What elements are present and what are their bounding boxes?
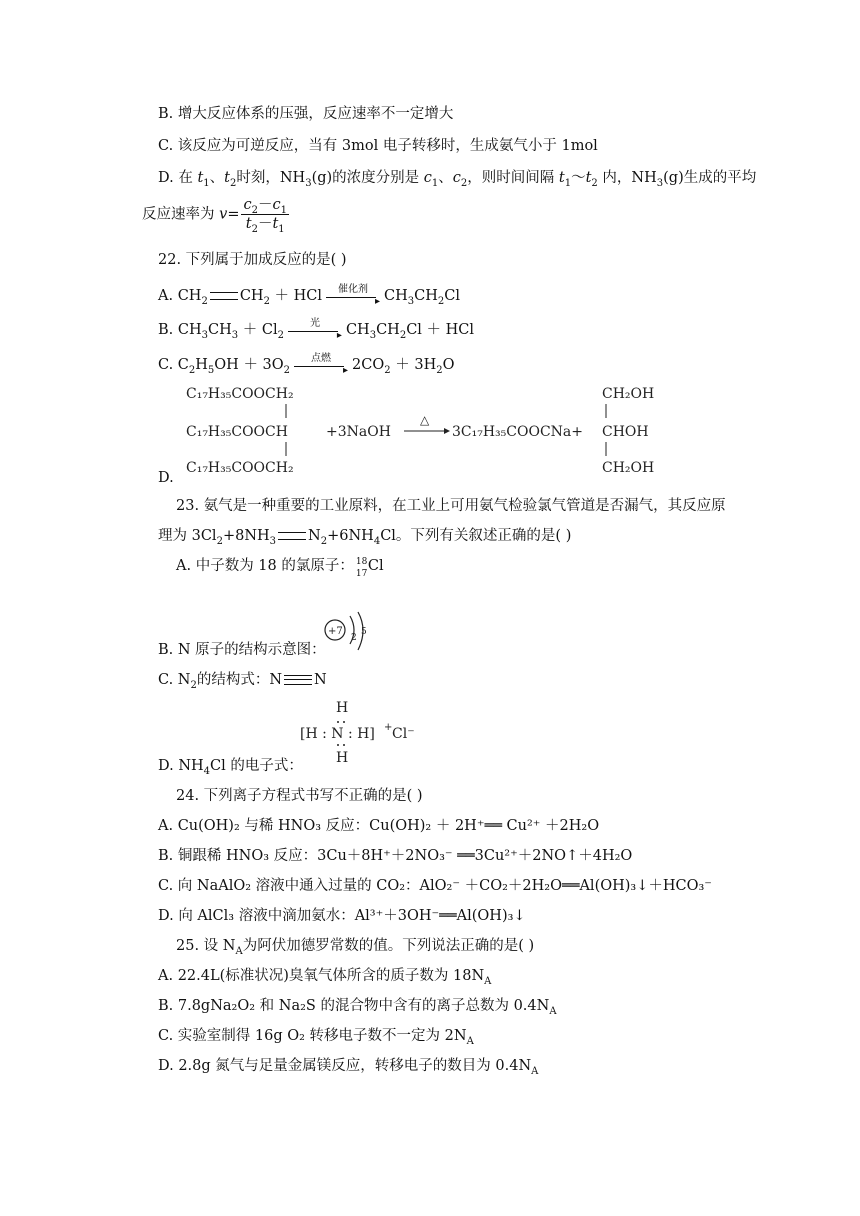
q24-stem: 24. 下列离子方程式书写不正确的是( ) (176, 788, 423, 804)
triglyceride-line-2: C₁₇H₃₅COOCH (186, 424, 288, 440)
glycerol-line-3: CH₂OH (602, 460, 655, 476)
q21-option-d: D. 在 $t_1$、$t_2$时刻，$NH_3(g)$的浓度分别是 $c_1$、$c_2$，则时间间隔 $t_1\sim t_2$ 内，$NH_3(g)$生成的平均 (158, 170, 757, 189)
q23-stem-line-2: 理为 $3Cl_2+8NH_3$ $N_2+6NH_4Cl$。下列有关叙述正确的是( ) (158, 528, 572, 547)
nitrogen-atom-diagram (322, 610, 372, 660)
q23-option-a: A. 中子数为 18 的氯原子： 18 17 Cl (176, 556, 384, 576)
q21-option-d-rate: 反应速率为 v= $\frac{c_2-c_1}{t_2-t_1}$ (142, 197, 287, 235)
q25-option-a: A. 22.4L(标准状况)臭氧气体所含的质子数为 $18N_A$ (158, 968, 492, 987)
q21-option-b: B. 增大反应体系的压强，反应速率不一定增大 (158, 106, 454, 122)
soap-product: 3C₁₇H₃₅COOCNa+ (452, 424, 583, 440)
saponification-equation (186, 380, 686, 480)
q22-stem: 22. 下列属于加成反应的是( ) (158, 252, 347, 268)
q25-option-d: D. 2.8g 氮气与足量金属镁反应，转移电子的数目为 $0.4N_A$ (158, 1058, 539, 1077)
q22-option-c: C. $C_2H_5OH + 3O_2$ 点燃 ▸ $2CO_2 + 3H_2O$ (158, 353, 455, 376)
shell-1-electrons: 2 (351, 633, 357, 643)
rate-fraction: $\frac{c_2-c_1}{t_2-t_1}$ (243, 197, 287, 235)
lewis-h-bottom: H (336, 750, 349, 766)
lewis-h-top: H (336, 700, 349, 716)
q23-option-d: D. $NH_4Cl$ 的电子式： (158, 758, 303, 777)
chloride-anion: Cl⁻ (392, 726, 415, 742)
q23-option-c: C. $N_2$的结构式：N N (158, 672, 327, 691)
q24-option-d: D. 向 AlCl₃ 溶液中滴加氨水：Al³⁺＋3OH⁻══Al(OH)₃↓ (158, 908, 526, 924)
q22-option-a: A. $CH_2$ $CH_2$ ＋ HCl 催化剂 ▸ $CH_3CH_2Cl$ (158, 284, 461, 307)
q24-option-b: B. 铜跟稀 HNO₃ 反应：3Cu＋8H⁺＋2NO₃⁻ ══3Cu²⁺＋2NO↑＋4H₂O (158, 848, 633, 864)
shell-2-electrons: 5 (361, 627, 367, 637)
q25-stem: 25. 设 $N_A$为阿伏加德罗常数的值。下列说法正确的是( ) (176, 938, 535, 957)
triglyceride-line-1: C₁₇H₃₅COOCH₂ (186, 386, 294, 402)
q21-option-c: C. 该反应为可逆反应，当有 3mol 电子转移时，生成氨气小于 1mol (158, 138, 598, 154)
q25-option-b: B. 7.8gNa₂O₂ 和 Na₂S 的混合物中含有的离子总数为 $0.4N_A$ (158, 998, 557, 1017)
cation-charge: + (384, 722, 393, 733)
naoh-term: +3NaOH (326, 424, 391, 440)
q25-option-c: C. 实验室制得 16g O₂ 转移电子数不一定为 $2N_A$ (158, 1028, 474, 1047)
q22-option-d-label: D. (158, 470, 174, 486)
lewis-core: [H : N : H] (300, 726, 375, 742)
q22-option-b: B. $CH_3CH_3 + Cl_2$ 光 ▸ $CH_3CH_2Cl$ ＋ HCl (158, 318, 475, 341)
mass-number: 18 (355, 557, 368, 567)
q23-stem-line-1: 23. 氨气是一种重要的工业原料，在工业上可用氨气检验氯气管道是否漏气，其反应原 (176, 498, 726, 514)
q24-option-c: C. 向 NaAlO₂ 溶液中通入过量的 CO₂：AlO₂⁻ ＋CO₂＋2H₂O══Al(OH)₃↓＋HCO₃⁻ (158, 878, 712, 894)
heat-symbol: △ (420, 413, 430, 427)
glycerol-line-2: CHOH (602, 424, 649, 440)
glycerol-line-1: CH₂OH (602, 386, 655, 402)
triglyceride-line-3: C₁₇H₃₅COOCH₂ (186, 460, 294, 476)
atomic-number: 17 (355, 569, 368, 579)
q23-option-b: B. N 原子的结构示意图： (158, 642, 326, 658)
ammonium-chloride-lewis (300, 700, 440, 766)
q24-option-a: A. Cu(OH)₂ 与稀 HNO₃ 反应：Cu(OH)₂ ＋ 2H⁺══ Cu²⁺ ＋2H₂O (158, 818, 600, 834)
nucleus-charge: +7 (328, 626, 343, 637)
